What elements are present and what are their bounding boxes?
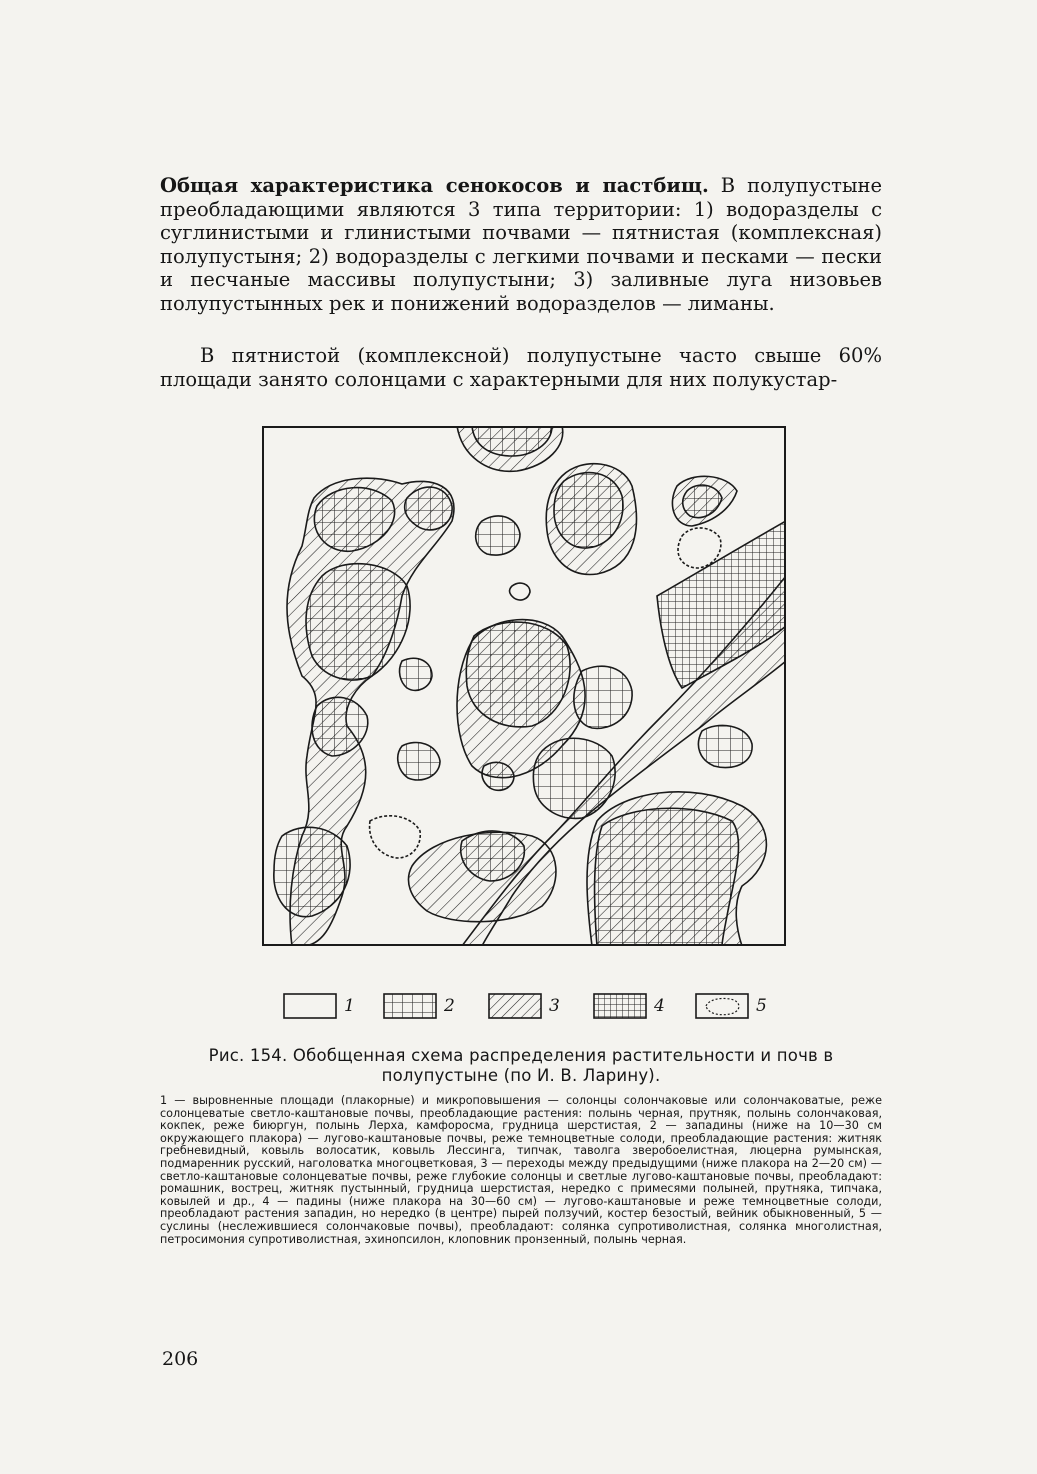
intro-paragraph <box>160 174 882 315</box>
legend-label: 1 <box>344 996 355 1016</box>
figure-legend-notes <box>160 1095 882 1246</box>
section-heading: Общая характеристика сенокосов и пастбищ. <box>160 174 709 197</box>
map-drawing <box>262 426 786 946</box>
page-number: 206 <box>162 1348 199 1370</box>
map-legend <box>282 992 782 1026</box>
intro-paragraph-body: В полупустыне преобладающими являются 3 типа территории: 1) водоразделы с суглинистыми и глинистыми почвами — пятнистая (комплексная) полупустыня; 2) водоразделы с легкими почвами и песками — пески и песчаные массивы полупустыни; 3) заливные луга низовьев полупустынных рек и понижений водоразделов — лиманы. <box>160 174 883 315</box>
blank-pattern-icon <box>282 992 338 1020</box>
hatch-pattern-icon <box>487 992 543 1020</box>
scalloped-pattern-icon <box>694 992 750 1020</box>
legend-label: 4 <box>654 996 665 1016</box>
dense-grid-pattern-icon <box>592 992 648 1020</box>
second-paragraph: В пятнистой (комплексной) полупустыне часто свыше 60% площади занято солонцами с характерными для них полукустар- <box>160 344 882 391</box>
grid-pattern-icon <box>382 992 438 1020</box>
legend-label: 3 <box>549 996 560 1016</box>
legend-notes-text: 1 — выровненные площади (плакорные) и микроповышения — солонцы солончаковые или солончаковатые, реже солонцеватые светло-каштановые почвы, преобладающие растения: полынь черная, прутняк, полынь солончаковая, кокпек, реже биюргун, полынь Лерха, камфоросма, грудница шерстистая, 2 — западины (ниже на 10—30 см окружающего плакора) — лугово-каштановые почвы, реже темноцветные солоди, преобладающие растения: житняк гребневидный, ковыль волосатик, ковыль Лессинга, типчак, таволга зверобоелистная, люцерна румынская, подмаренник русский, наголоватка многоцветковая, 3 — переходы между предыдущими (ниже плакора на 2—20 см) — светло-каштановые солонцеватые почвы, реже глубокие солонцы и светлые лугово-каштановые почвы, преобладают: ромашник, вострец, житняк пустынный, грудница шерстистая, нередко с примесями полыней, прутняка, типчака, ковылей и др., 4 — падины (ниже плакора на 30—60 см) — лугово-каштановые и реже темноцветные солоди, преобладают растения западин, но нередко (в центре) пырей ползучий, костер безостый, вейник обыкновенный, 5 — суслины (неслежившиеся солончаковые почвы), преобладают: солянка супротиволистная, солянка многолистная, петросимония супротиволистная, эхинопсилон, клоповник пронзенный, полынь черная. <box>160 1094 882 1246</box>
figure-caption: Рис. 154. Обобщенная схема распределения растительности и почв в полупустыне (по И. В. Ларину). <box>208 1046 834 1085</box>
legend-label: 5 <box>756 996 767 1016</box>
legend-label: 2 <box>444 996 455 1016</box>
vegetation-soil-map <box>262 426 786 946</box>
